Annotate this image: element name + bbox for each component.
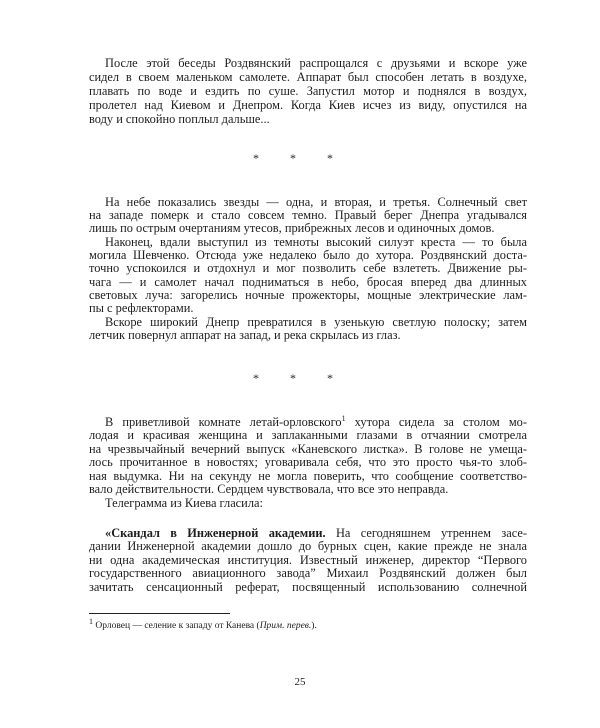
text-line: вало действительности. Сердцем чувствовала, что все это неправда. xyxy=(89,482,449,496)
text-line: пролетел над Киевом и Днепром. Когда Киев исчез из виду, опустился на xyxy=(89,98,527,112)
text-line: на чрезвычайный вечерний выпуск «Каневского листка». В голове не умеща- xyxy=(89,442,527,456)
text-line: Телеграмма из Киева гласила: xyxy=(105,496,263,510)
footnote-rule xyxy=(89,613,230,614)
text-line: Наконец, вдали выступил из темноты высокий силуэт креста — то была xyxy=(105,235,527,249)
text-segment: В приветливой комнате летай-орловского xyxy=(105,415,342,429)
footnote xyxy=(89,616,317,632)
text-line xyxy=(89,526,527,540)
text-line: точно успокоился и отдохнул и мог позволить себе взлететь. Движение ры- xyxy=(89,261,527,275)
text-line: лишь по острым очертаниям утесов, прибрежных лесов и одиночных домов. xyxy=(89,221,495,235)
text-line: воду и спокойно поплыл дальше... xyxy=(89,112,270,126)
text-segment: На сегодняшнем утреннем засе- xyxy=(325,526,528,540)
text-line: могила Шевченко. Отсюда уже недалеко было до хутора. Роздвянский доста- xyxy=(89,248,527,262)
text-line: летчик повернул аппарат на запад, и река скрылась из глаз. xyxy=(89,328,401,342)
text-segment: хутора сидела за столом мо- xyxy=(345,415,527,429)
footnote-italic: Прим. перев. xyxy=(259,621,312,631)
text-line xyxy=(89,415,527,429)
text-line: ни одна академическая институция. Известный инженер, директор “Первого xyxy=(89,553,527,567)
text-line: плавать по воде и ездить по суше. Запустил мотор и поднялся в воздух, xyxy=(89,84,527,98)
text-line: пы с рефлекторами. xyxy=(89,301,194,315)
text-line: ная выдумка. Ни на секунду не могла поверить, что сообщение соответство- xyxy=(89,469,527,483)
footnote-end: ). xyxy=(311,621,317,631)
page-number: 25 xyxy=(294,676,306,688)
text-line: лось прочитанное в новостях; уговаривала себя, что это просто чья-то злоб- xyxy=(89,455,527,469)
text-line: лодая и красивая женщина и заплаканными глазами в отчаянии смотрела xyxy=(89,428,527,442)
footnote-reference: 1 xyxy=(341,413,346,423)
section-separator: * * * xyxy=(253,371,347,385)
text-line: дании Инженерной академии дошло до бурных сцен, какие прежде не знала xyxy=(89,539,527,553)
text-line: сидел в своем маленьком самолете. Аппарат был способен летать в воздухе, xyxy=(89,70,527,84)
text-line: Вскоре широкий Днепр превратился в узенькую светлую полоску; затем xyxy=(105,315,527,329)
footnote-mark: 1 xyxy=(89,616,93,626)
text-line: На небе показались звезды — одна, и вторая, и третья. Солнечный свет xyxy=(105,195,527,209)
text-line: чага — и самолет начал подниматься в небо, бросая вперед два длинных xyxy=(89,275,527,289)
bold-heading: «Скандал в Инженерной академии. xyxy=(105,526,326,540)
text-line: зачитать сенсационный реферат, посвященный использованию солнечной xyxy=(89,580,527,594)
text-line: на западе померк и стало совсем темно. Правый берег Днепра угадывался xyxy=(89,208,527,222)
text-line: световых луча: загорелись ночные прожекторы, мощные электрические лам- xyxy=(89,288,527,302)
section-separator: * * * xyxy=(253,151,347,165)
footnote-text: Орловец — селение к западу от Канева ( xyxy=(95,621,260,631)
text-line: государственного авиационного завода” Михаил Роздвянский должен был xyxy=(89,566,527,580)
text-line: После этой беседы Роздвянский распрощался с друзьями и вскоре уже xyxy=(105,56,527,70)
